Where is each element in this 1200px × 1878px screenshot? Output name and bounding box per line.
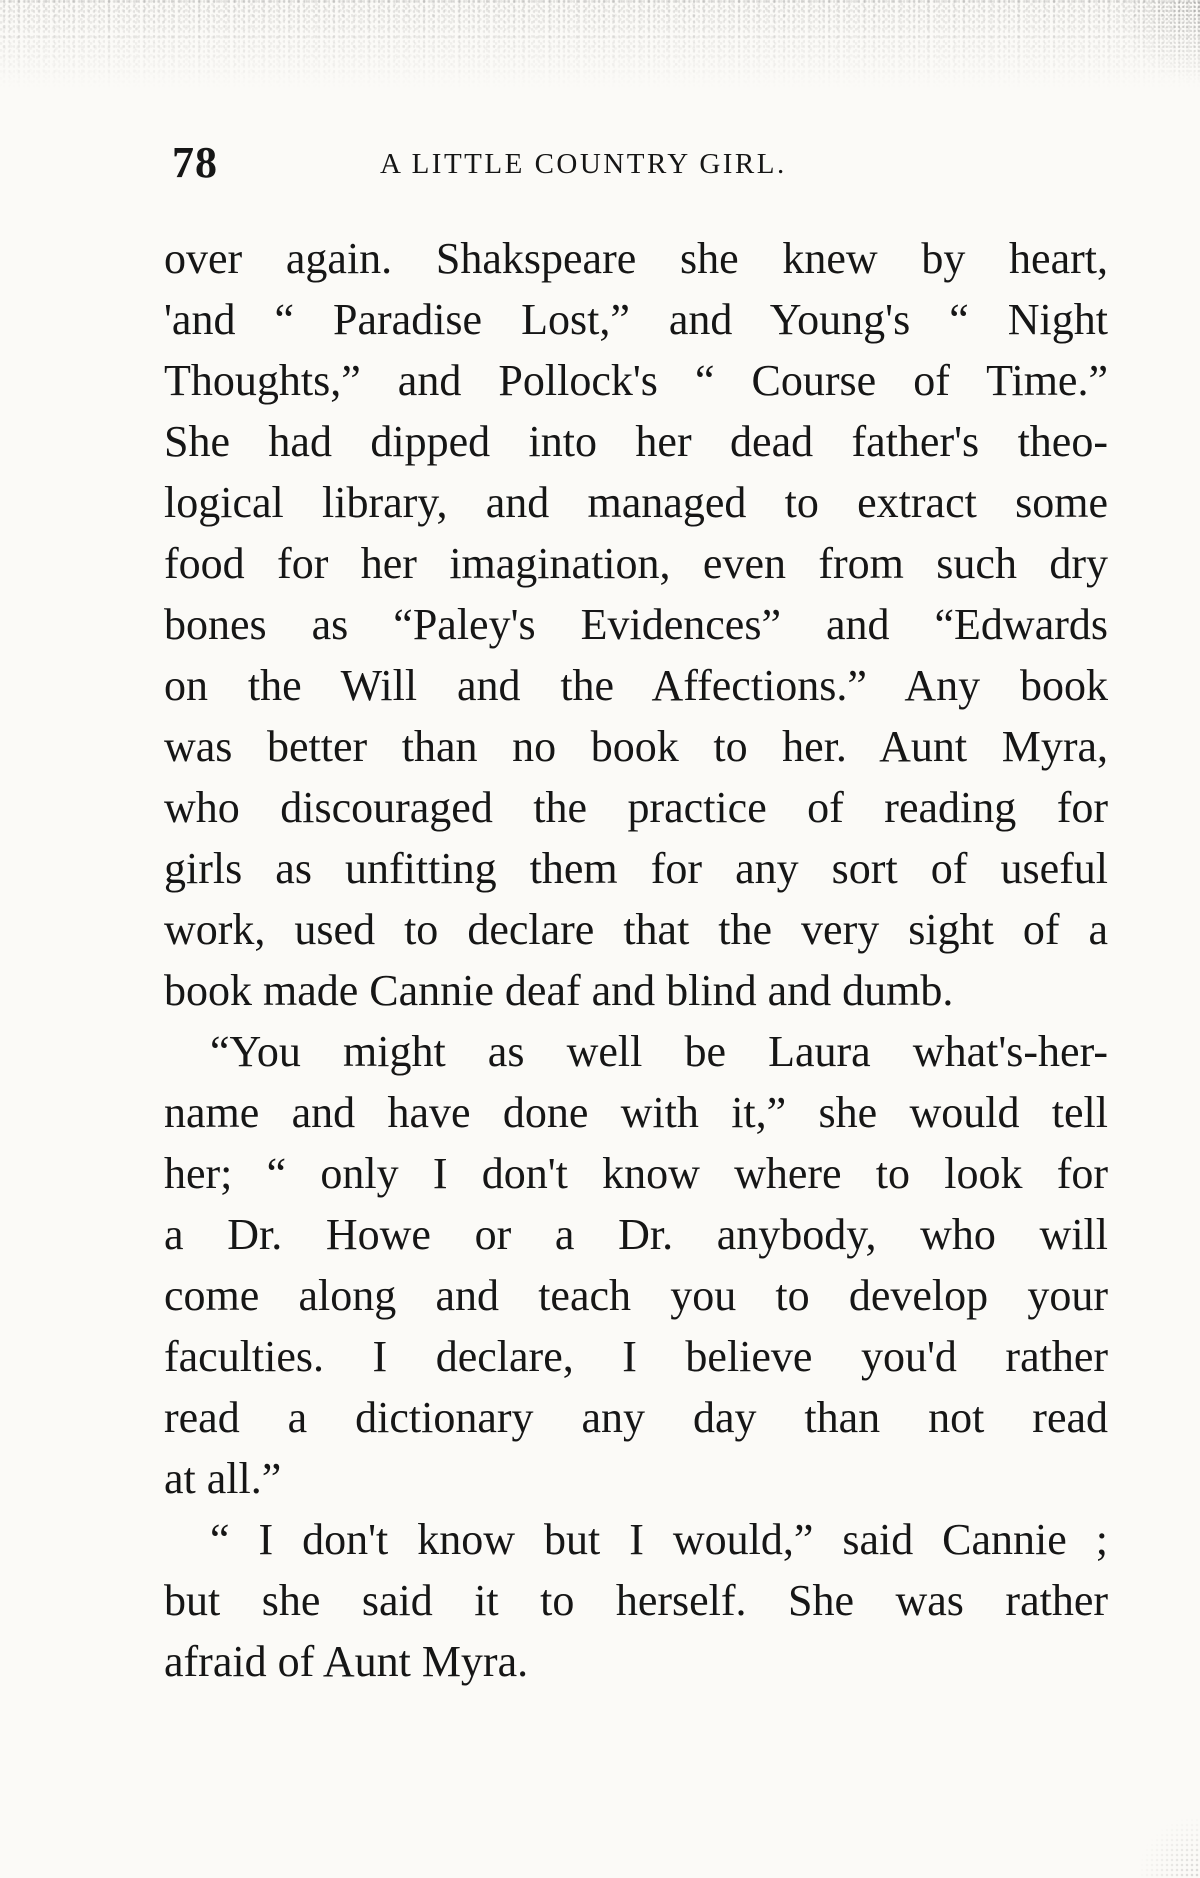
text-line: come along and teach you to develop your [164,1271,1108,1320]
text-line: Thoughts,” and Pollock's “ Course of Time.” [164,356,1108,405]
text-line: book made Cannie deaf and blind and dumb. [164,966,954,1015]
text-line: food for her imagination, even from such dry [164,539,1108,588]
page-number: 78 [172,138,218,187]
text-line: work, used to declare that the very sight of a [164,905,1108,954]
text-line: 'and “ Paradise Lost,” and Young's “ Night [164,295,1108,344]
text-line: a Dr. Howe or a Dr. anybody, who will [164,1210,1108,1259]
text-line: at all.” [164,1454,282,1503]
body-text [164,228,1108,1692]
text-line: girls as unfitting them for any sort of useful [164,844,1108,893]
paper-speckle-corner [1120,0,1200,80]
text-line: on the Will and the Affections.” Any book [164,661,1108,710]
paper-speckle-top [0,0,1200,90]
paragraph [164,1509,1108,1692]
text-line: over again. Shakspeare she knew by heart, [164,234,1108,283]
running-head [172,138,1102,188]
text-line: “ I don't know but I would,” said Cannie ; [210,1515,1108,1564]
paragraph [164,1021,1108,1509]
paper-speckle-bottom-corner [1140,1818,1200,1878]
paragraph [164,228,1108,1021]
text-line: faculties. I declare, I believe you'd rather [164,1332,1108,1381]
running-title: A LITTLE COUNTRY GIRL. [380,148,787,180]
text-line: afraid of Aunt Myra. [164,1637,529,1686]
text-line: was better than no book to her. Aunt Myra, [164,722,1108,771]
text-line: who discouraged the practice of reading for [164,783,1108,832]
text-line: but she said it to herself. She was rather [164,1576,1108,1625]
text-line: bones as “Paley's Evidences” and “Edwards [164,600,1108,649]
text-line: her; “ only I don't know where to look for [164,1149,1108,1198]
text-line: “You might as well be Laura what's-her- [210,1027,1108,1076]
text-line: logical library, and managed to extract some [164,478,1108,527]
text-line: read a dictionary any day than not read [164,1393,1108,1442]
text-line: She had dipped into her dead father's theo- [164,417,1108,466]
text-line: name and have done with it,” she would tell [164,1088,1108,1137]
